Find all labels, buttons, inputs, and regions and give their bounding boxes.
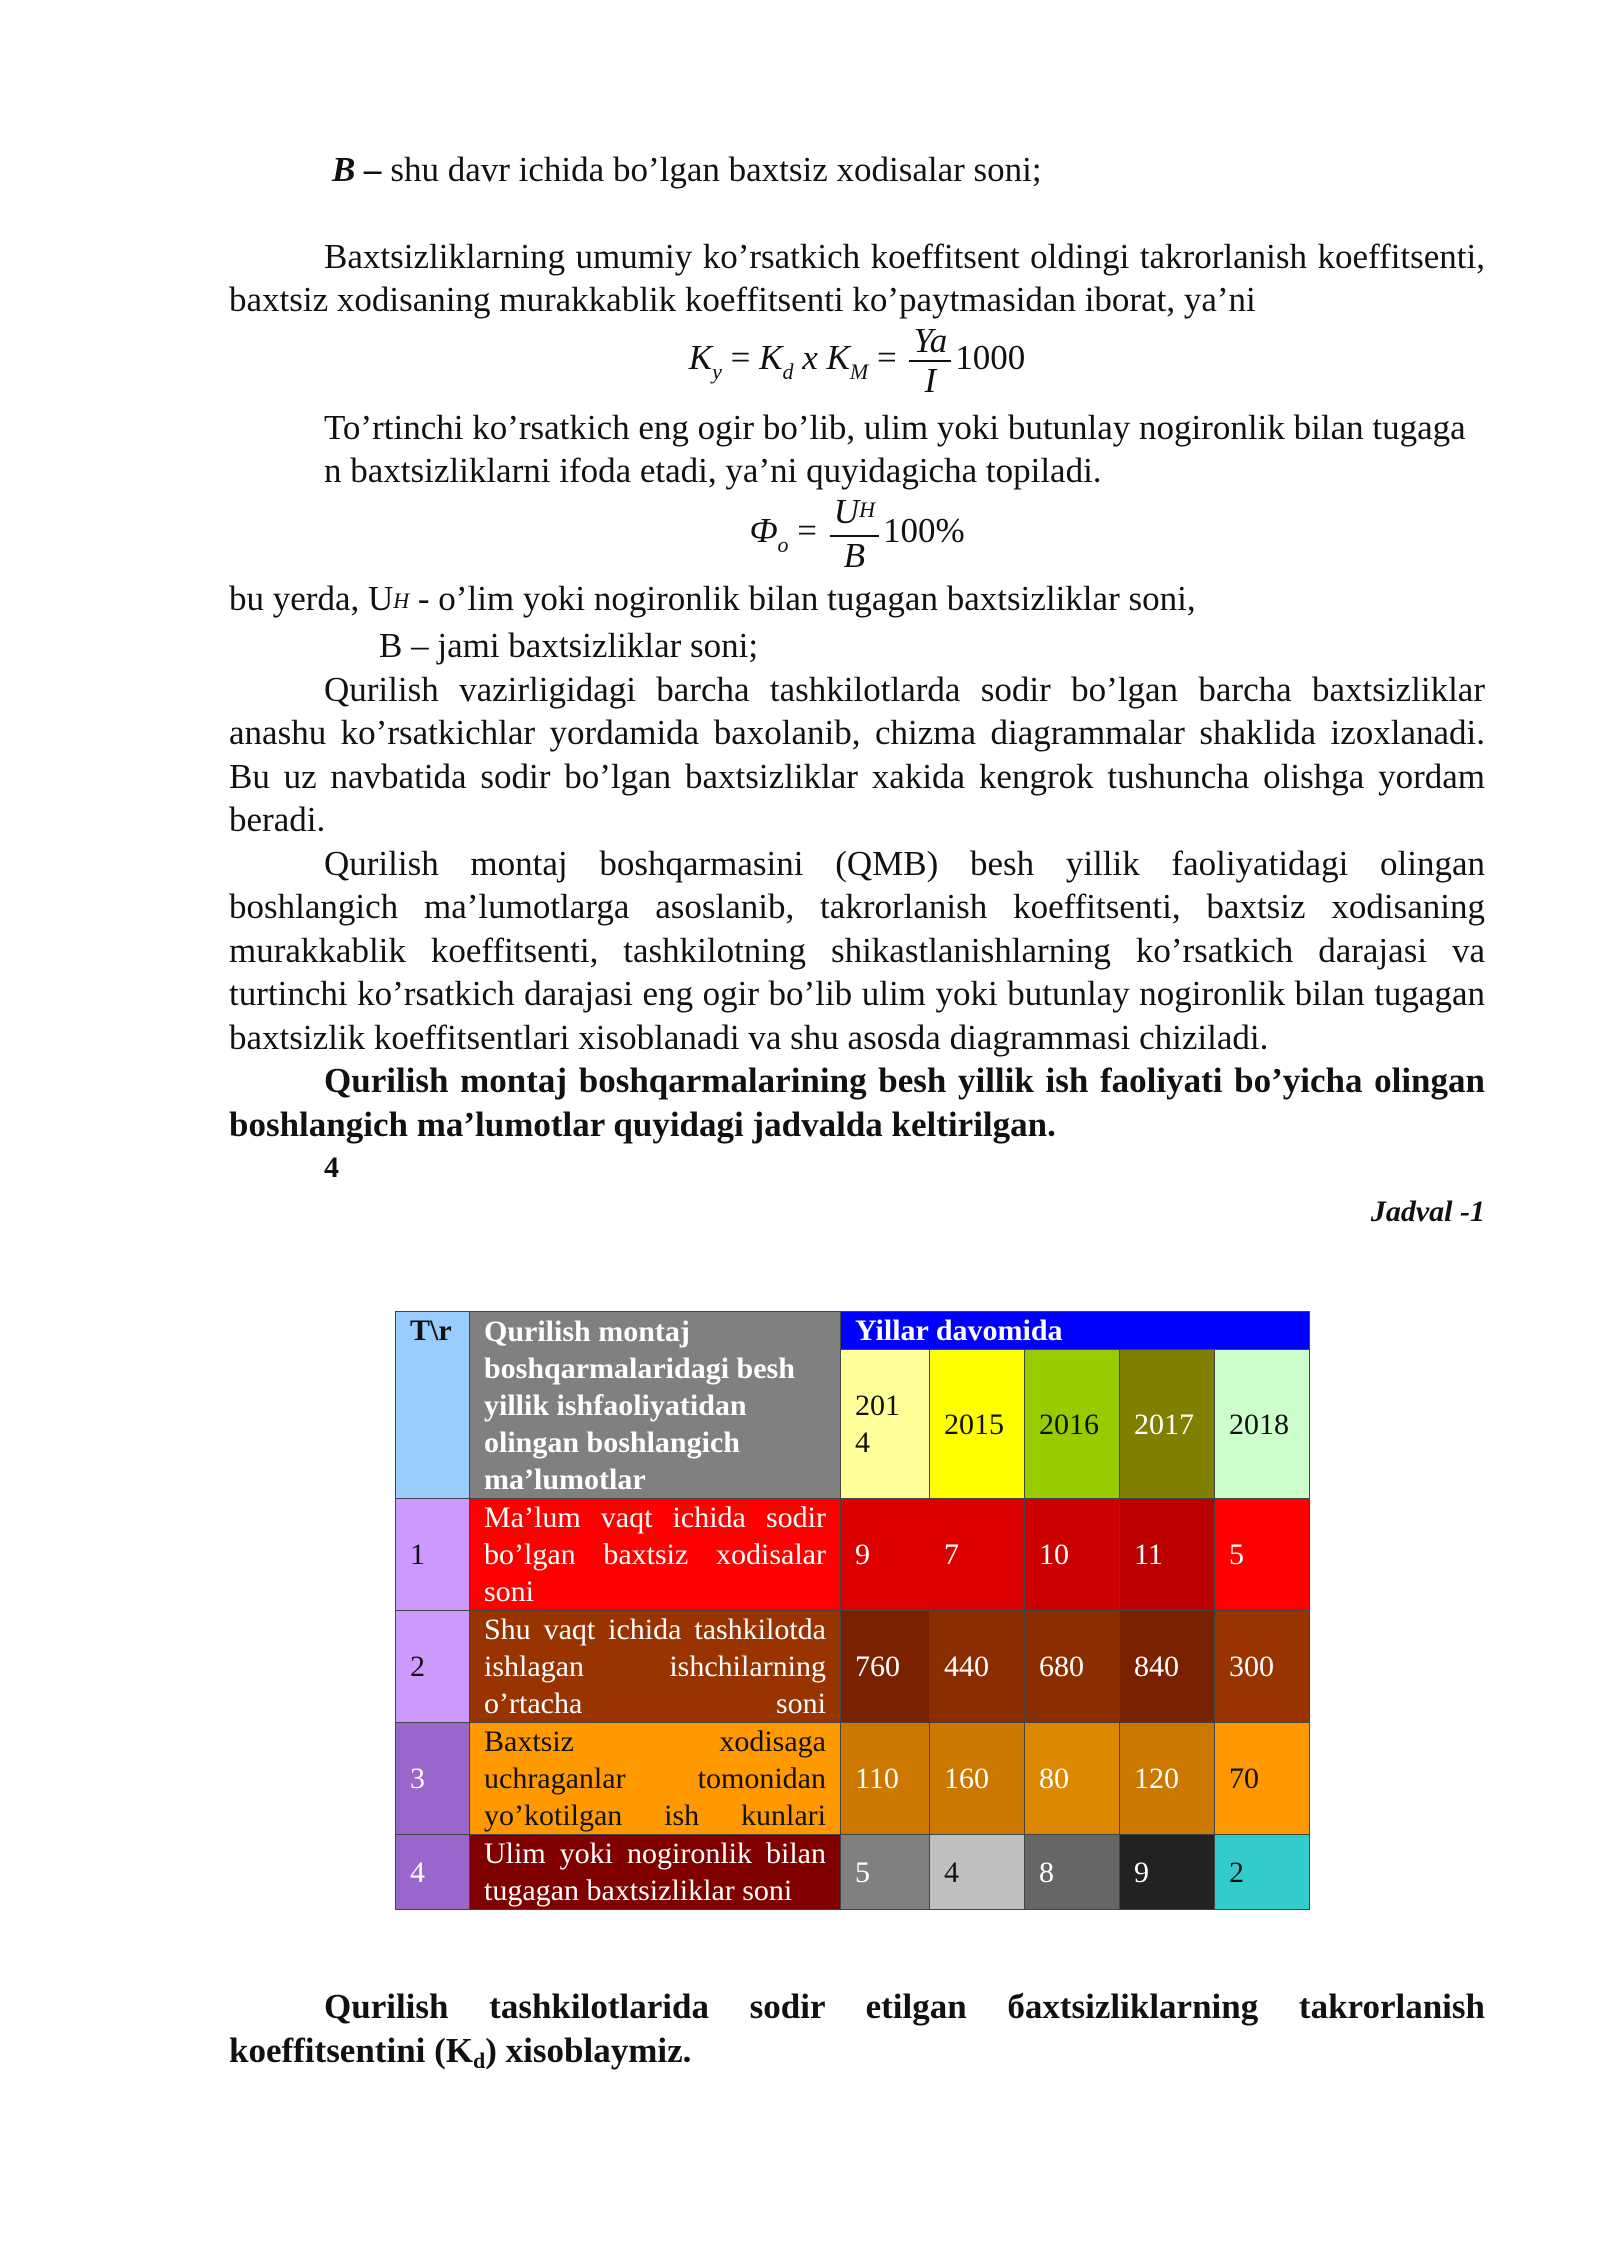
value-cell: 5 (1215, 1499, 1310, 1611)
value-cell: 680 (1025, 1611, 1120, 1723)
header-indicator: Qurilish montaj boshqarmalaridagi besh yillik ishfaoliyatidan olingan boshlangich ma’lumotlar (470, 1312, 841, 1499)
header-years: Yillar davomida (841, 1312, 1310, 1350)
year-cell: 2016 (1025, 1350, 1120, 1499)
paragraph-coefficient-intro: Baxtsizliklarning umumiy ko’rsatkich koeffitsent oldingi takrorlanish koeffitsenti, baxtsiz xodisaning murakkablik koeffitsenti ko’paytmasidan iborat, ya’ni (229, 236, 1485, 319)
closing-paragraph (229, 1985, 1485, 2076)
variable-b: B – (332, 150, 382, 189)
value-cell: 300 (1215, 1611, 1310, 1723)
value-cell: 9 (841, 1499, 930, 1611)
year-cell: 201 4 (841, 1350, 930, 1499)
value-cell: 70 (1215, 1723, 1310, 1835)
paragraph-fourth-indicator: To’rtinchi ko’rsatkich eng ogir bo’lib, ulim yoki butunlay nogironlik bilan tugaga (324, 407, 1466, 447)
year-cell: 2015 (930, 1350, 1025, 1499)
row-number: 4 (396, 1835, 470, 1910)
value-cell: 5 (841, 1835, 930, 1910)
row-label: Ulim yoki nogironlik bilan tugagan baxtsizliklar soni (470, 1835, 841, 1910)
number-label: 4 (324, 1151, 339, 1184)
row-number: 2 (396, 1611, 470, 1723)
where-b-line: B – jami baxtsizliklar soni; (379, 626, 759, 665)
paragraph-qmb: Qurilish montaj boshqarmasini (QMB) besh yillik faoliyatidagi olingan boshlangich ma’lumotlarga asoslanib, takrorlanish koeffitsenti, baxtsiz xodisaning murakkablik koeffitsenti, tashkilotning shikastlanishlarning ko’rsatkich darajasi va turtinchi ko’rsatkich darajasi eng ogir bo’lib ulim yoki butunlay nogironlik bilan tugagan baxtsizlik koeffitsentlari xisoblanadi va shu asosda diagrammasi chiziladi. (229, 843, 1485, 1057)
value-cell: 9 (1120, 1835, 1215, 1910)
value-cell: 10 (1025, 1499, 1120, 1611)
paragraph-table-intro: Qurilish montaj boshqarmalarining besh yillik ish faoliyati bo’yicha olingan boshlangich ma’lumotlar quyidagi jadvalda keltirilgan. (229, 1061, 1485, 1144)
table-header-row (396, 1312, 1310, 1350)
row-label: Shu vaqt ichida tashkilotda ishlagan ishchilarning o’rtacha soni (470, 1611, 841, 1723)
value-cell: 11 (1120, 1499, 1215, 1611)
year-cell: 2018 (1215, 1350, 1310, 1499)
table-row (396, 1499, 1310, 1611)
closing-line-2: koeffitsentini (Kd) xisoblaymiz. (229, 2030, 692, 2073)
paragraph-fourth-indicator-cont: n baxtsizliklarni ifoda etadi, ya’ni quyidagicha topiladi. (324, 451, 1102, 490)
value-cell: 840 (1120, 1611, 1215, 1723)
year-cell: 2017 (1120, 1350, 1215, 1499)
row-number: 3 (396, 1723, 470, 1835)
value-cell: 440 (930, 1611, 1025, 1723)
variable-b-line (229, 148, 1485, 192)
table-row (396, 1723, 1310, 1835)
document-body (229, 148, 1485, 1233)
variable-b-definition: shu davr ichida bo’lgan baxtsiz xodisalar soni; (390, 150, 1042, 189)
formula-fraction: $\frac{Ya}{I}$ (909, 322, 951, 400)
paragraph-ministry: Qurilish vazirligidagi barcha tashkilotlarda sodir bo’lgan barcha baxtsizliklar anashu ko’rsatkichlar yordamida baxolanib, chizma diagrammalar shaklida izoxlanadi. Bu uz navbatida sodir bo’lgan baxtsizliklar xakida kengrok tushuncha olishga yordam beradi. (229, 669, 1485, 839)
value-cell: 4 (930, 1835, 1025, 1910)
table-row (396, 1611, 1310, 1723)
row-label: Baxtsiz xodisaga uchraganlar tomonidan yo’kotilgan ish kunlari (470, 1723, 841, 1835)
row-number: 1 (396, 1499, 470, 1611)
value-cell: 7 (930, 1499, 1025, 1611)
header-index: T\r (396, 1312, 470, 1499)
value-cell: 8 (1025, 1835, 1120, 1910)
value-cell: 2 (1215, 1835, 1310, 1910)
value-cell: 110 (841, 1723, 930, 1835)
value-cell: 160 (930, 1723, 1025, 1835)
formula-fraction: $\frac{UH}{B}$ (830, 493, 879, 575)
value-cell: 120 (1120, 1723, 1215, 1835)
value-cell: 760 (841, 1611, 930, 1723)
formula-fatality-rate: $Ф_o$ = $\frac{UH}{B}$ 100% (749, 491, 965, 575)
value-cell: 80 (1025, 1723, 1120, 1835)
row-label: Ma’lum vaqt ichida sodir bo’lgan baxtsiz xodisalar soni (470, 1499, 841, 1611)
accident-data-table (395, 1311, 1310, 1910)
where-line: bu yerda, UH - o’lim yoki nogironlik bilan tugagan baxtsizliklar soni, (229, 578, 1196, 618)
closing-line-1: Qurilish tashkilotlarida sodir etilgan бaxtsizliklarning takrorlanish (324, 1987, 1485, 2026)
formula-total-coefficient: $K_y = K_d$ x $K_M$ = $\frac{Ya}{I}$ 1000 (688, 320, 1026, 400)
table-caption: Jadval -1 (1370, 1194, 1485, 1228)
table-row (396, 1835, 1310, 1910)
